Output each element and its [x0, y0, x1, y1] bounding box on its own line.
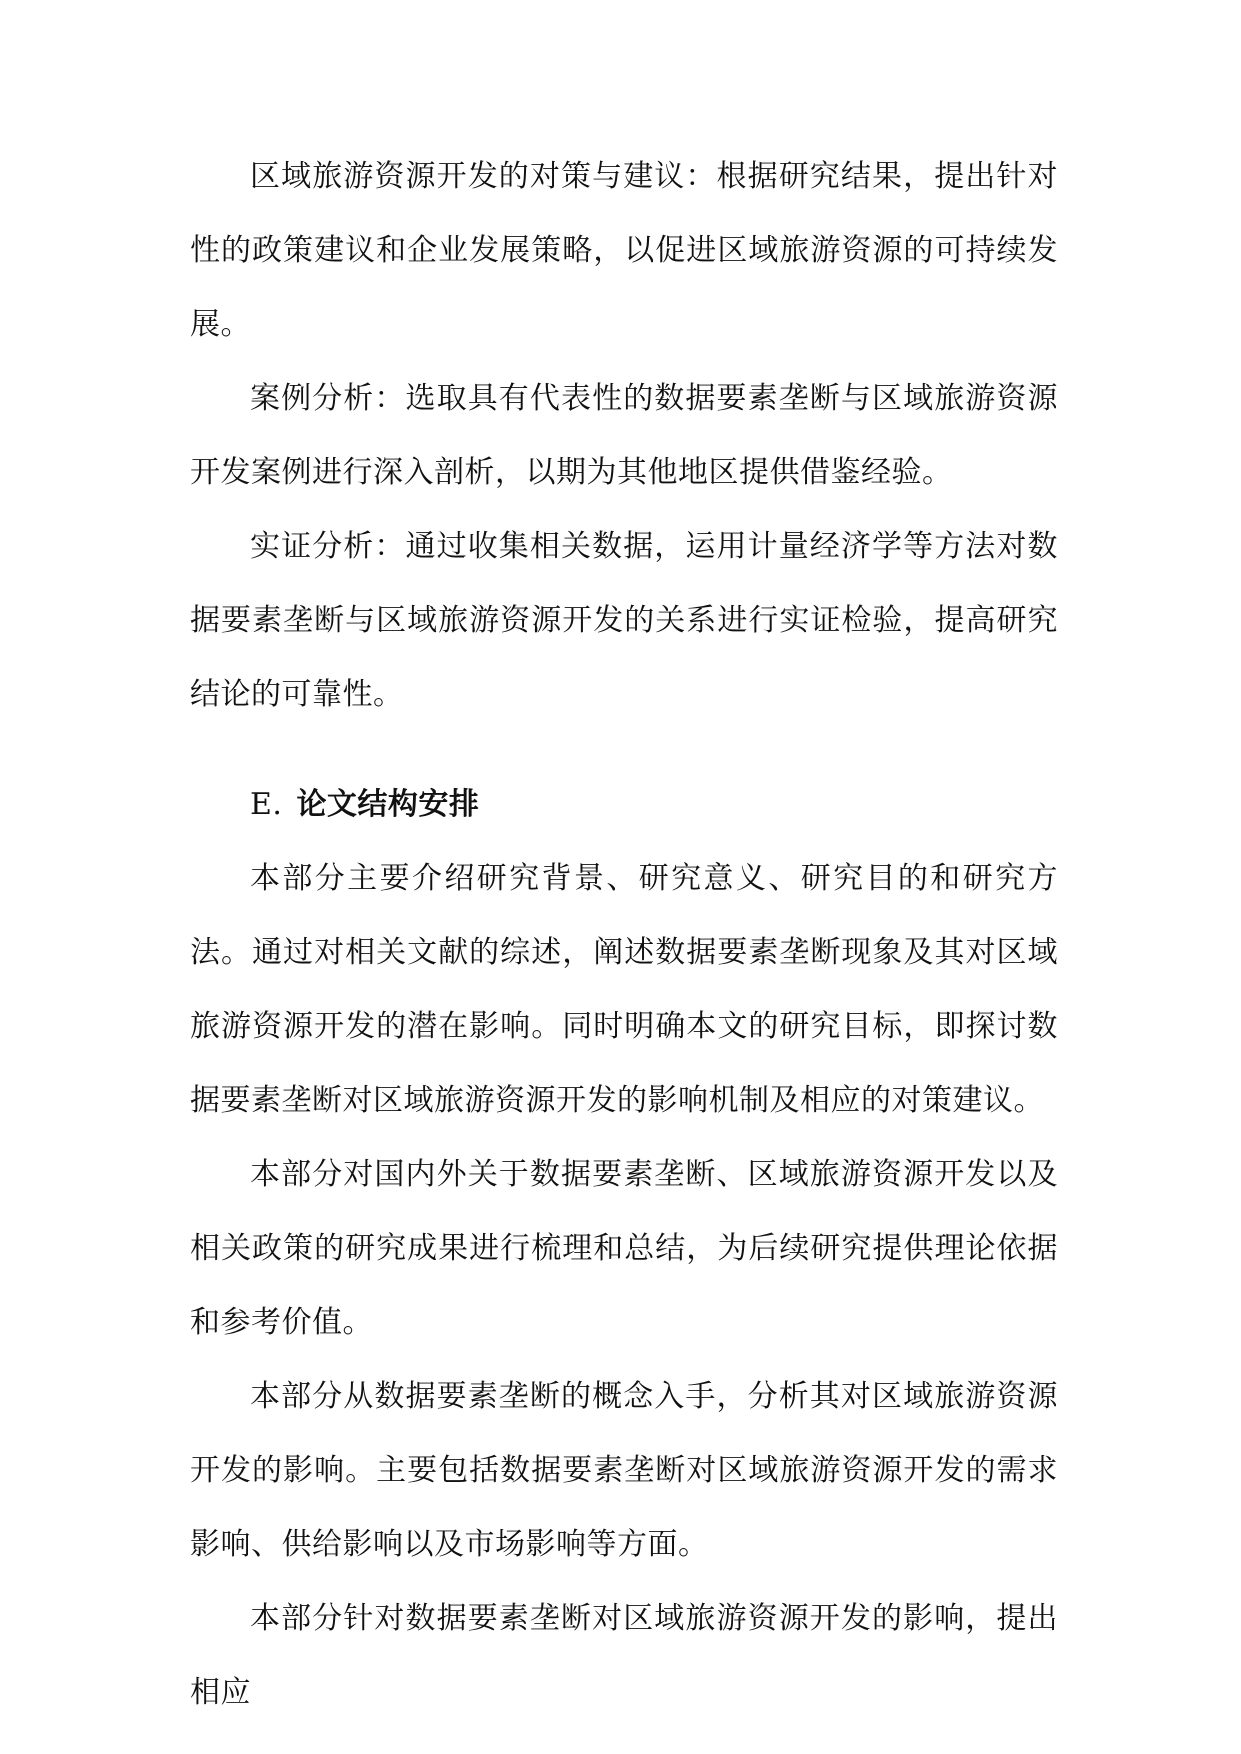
- paragraph-countermeasures: 区域旅游资源开发的对策与建议：根据研究结果，提出针对性的政策建议和企业发展策略，以促进区域旅游资源的可持续发展。: [190, 159, 1058, 342]
- paragraph-case-analysis: 案例分析：选取具有代表性的数据要素垄断与区域旅游资源开发案例进行深入剖析，以期为其他地区提供借鉴经验。: [190, 381, 1058, 490]
- section-number: E.: [250, 787, 283, 822]
- paragraph-countermeasure-part: 本部分针对数据要素垄断对区域旅游资源开发的影响，提出相应: [190, 1601, 1058, 1710]
- paragraph-introduction-part: 本部分主要介绍研究背景、研究意义、研究目的和研究方法。通过对相关文献的综述，阐述数据要素垄断现象及其对区域旅游资源开发的潜在影响。同时明确本文的研究目标，即探讨数据要素垄断对区域旅游资源开发的影响机制及相应的对策建议。: [190, 861, 1058, 1118]
- document-body: [190, 140, 1058, 1730]
- section-title: 论文结构安排: [296, 787, 480, 822]
- paragraph-literature-part: 本部分对国内外关于数据要素垄断、区域旅游资源开发以及相关政策的研究成果进行梳理和总结，为后续研究提供理论依据和参考价值。: [190, 1157, 1058, 1340]
- section-heading: [190, 768, 1058, 842]
- paragraph-empirical-analysis: 实证分析：通过收集相关数据，运用计量经济学等方法对数据要素垄断与区域旅游资源开发的关系进行实证检验，提高研究结论的可靠性。: [190, 529, 1058, 712]
- paragraph-impact-part: 本部分从数据要素垄断的概念入手，分析其对区域旅游资源开发的影响。主要包括数据要素垄断对区域旅游资源开发的需求影响、供给影响以及市场影响等方面。: [190, 1379, 1058, 1562]
